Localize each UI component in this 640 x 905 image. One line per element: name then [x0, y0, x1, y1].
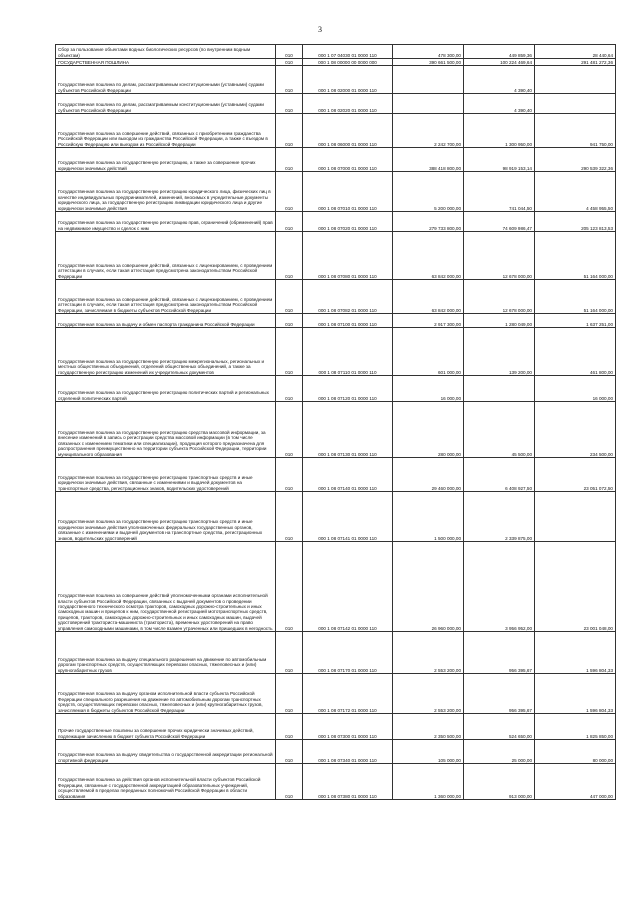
- line-code-cell: 010: [276, 740, 303, 764]
- unexecuted-amount-cell: [535, 66, 616, 94]
- income-name-cell: ГОСУДАРСТВЕННАЯ ПОШЛИНА: [56, 59, 276, 66]
- table-row: [56, 542, 616, 632]
- unexecuted-amount-cell: 205 123 813,53: [535, 212, 616, 232]
- income-name-cell: Сбор за пользование объектами водных биологических ресурсов (по внутренним водным объектам): [56, 45, 276, 59]
- income-name-cell: Государственная пошлина за государственную регистрацию политических партий и региональных отделений политических партий: [56, 376, 276, 402]
- line-code-cell: 010: [276, 376, 303, 402]
- executed-amount-cell: 741 044,50: [464, 172, 535, 212]
- executed-amount-cell: 12 678 000,00: [464, 280, 535, 314]
- unexecuted-amount-cell: 461 800,00: [535, 328, 616, 376]
- income-name-cell: Государственная пошлина за выдачу органом исполнительной власти субъекта Российской Федерации специального разрешения на движение по автомобильным дорогам транспортных средств, осуществляющих перевозки опасных, тяжеловесных и (или) крупногабаритных грузов, зачисляемая в бюджеты субъектов Российской Федерации: [56, 674, 276, 714]
- approved-amount-cell: 390 661 500,00: [393, 59, 464, 66]
- line-code-cell: 010: [276, 492, 303, 542]
- executed-amount-cell: 25 000,00: [464, 740, 535, 764]
- income-code-cell: 000 1 07 04030 01 0000 110: [303, 45, 393, 59]
- line-code-cell: 010: [276, 764, 303, 800]
- executed-amount-cell: 100 224 469,64: [464, 59, 535, 66]
- table-row: [56, 328, 616, 376]
- unexecuted-amount-cell: 51 164 000,00: [535, 232, 616, 280]
- line-code-cell: 010: [276, 172, 303, 212]
- income-code-cell: 000 1 08 07000 01 0000 110: [303, 148, 393, 172]
- approved-amount-cell: 63 842 000,00: [393, 232, 464, 280]
- executed-amount-cell: 4 390,40: [464, 94, 535, 114]
- approved-amount-cell: 105 000,00: [393, 740, 464, 764]
- unexecuted-amount-cell: 28 440,64: [535, 45, 616, 59]
- income-name-cell: Государственная пошлина за совершение действий, связанных с лицензированием, с проведением аттестации в случаях, если такая аттестация предусмотрена законодательством Российской Федерации, зачисляемая в бюджеты субъектов Российской Федерации: [56, 280, 276, 314]
- income-code-cell: 000 1 08 07020 01 0000 110: [303, 212, 393, 232]
- income-code-cell: 000 1 08 07380 01 0000 110: [303, 764, 393, 800]
- income-code-cell: 000 1 08 07140 01 0000 110: [303, 458, 393, 492]
- executed-amount-cell: 6 408 927,50: [464, 458, 535, 492]
- unexecuted-amount-cell: [535, 492, 616, 542]
- approved-amount-cell: 601 000,00: [393, 328, 464, 376]
- approved-amount-cell: 29 460 000,00: [393, 458, 464, 492]
- income-code-cell: 000 1 08 07170 01 0000 110: [303, 632, 393, 674]
- table-row: [56, 740, 616, 764]
- unexecuted-amount-cell: 4 458 955,50: [535, 172, 616, 212]
- page-number: 3: [318, 25, 322, 34]
- line-code-cell: 010: [276, 94, 303, 114]
- income-name-cell: Государственная пошлина по делам, рассматриваемым конституционными (уставными) судами субъектов Российской Федерации: [56, 94, 276, 114]
- table-row: [56, 232, 616, 280]
- table-row: [56, 94, 616, 114]
- unexecuted-amount-cell: 51 164 000,00: [535, 280, 616, 314]
- approved-amount-cell: 388 418 800,00: [393, 148, 464, 172]
- unexecuted-amount-cell: 16 000,00: [535, 376, 616, 402]
- line-code-cell: 010: [276, 212, 303, 232]
- executed-amount-cell: 98 919 153,14: [464, 148, 535, 172]
- executed-amount-cell: 913 000,00: [464, 764, 535, 800]
- table-row: [56, 402, 616, 458]
- income-code-cell: 000 1 08 00000 00 0000 000: [303, 59, 393, 66]
- executed-amount-cell: 1 300 950,00: [464, 114, 535, 148]
- approved-amount-cell: 16 000,00: [393, 376, 464, 402]
- unexecuted-amount-cell: [535, 94, 616, 114]
- income-code-cell: 000 1 08 02000 01 0000 110: [303, 66, 393, 94]
- line-code-cell: 010: [276, 402, 303, 458]
- income-code-cell: 000 1 08 07082 01 0000 110: [303, 280, 393, 314]
- table-row: [56, 172, 616, 212]
- income-name-cell: Государственная пошлина за государственную регистрацию юридического лица, физических лиц в качестве индивидуальных предпринимателей, изменений, вносимых в учредительные документы юридического лица, за государственную регистрацию ликвидации юридического лица и другие юридически значимые действия: [56, 172, 276, 212]
- income-name-cell: Государственная пошлина за совершение действий, связанных с лицензированием, с проведением аттестации в случаях, если такая аттестация предусмотрена законодательством Российской Федерации: [56, 232, 276, 280]
- income-code-cell: 000 1 08 07142 01 0000 110: [303, 542, 393, 632]
- income-code-cell: 000 1 08 07340 01 0000 110: [303, 740, 393, 764]
- approved-amount-cell: 2 553 200,00: [393, 674, 464, 714]
- income-name-cell: Прочие государственные пошлины за совершение прочих юридически значимых действий, подлежащие зачислению в бюджет субъекта Российской Федерации: [56, 714, 276, 740]
- unexecuted-amount-cell: 291 481 272,36: [535, 59, 616, 66]
- table-row: [56, 66, 616, 94]
- line-code-cell: 010: [276, 148, 303, 172]
- table-row: [56, 212, 616, 232]
- table-row: [56, 764, 616, 800]
- table-row: [56, 376, 616, 402]
- income-code-cell: 000 1 08 07300 01 0000 110: [303, 714, 393, 740]
- table-row: [56, 314, 616, 328]
- unexecuted-amount-cell: 80 000,00: [535, 740, 616, 764]
- income-code-cell: 000 1 08 07120 01 0000 110: [303, 376, 393, 402]
- approved-amount-cell: 5 200 000,00: [393, 172, 464, 212]
- line-code-cell: 010: [276, 280, 303, 314]
- income-name-cell: Государственная пошлина по делам, рассматриваемым конституционными (уставными) судами субъектов Российской Федерации: [56, 66, 276, 94]
- income-code-cell: 000 1 08 07141 01 0000 110: [303, 492, 393, 542]
- approved-amount-cell: 1 360 000,00: [393, 764, 464, 800]
- executed-amount-cell: 956 395,67: [464, 632, 535, 674]
- income-name-cell: Государственная пошлина за выдачу свидетельства о государственной аккредитации региональной спортивной федерации: [56, 740, 276, 764]
- income-code-cell: 000 1 08 07080 01 0000 110: [303, 232, 393, 280]
- line-code-cell: 010: [276, 45, 303, 59]
- unexecuted-amount-cell: 290 539 322,36: [535, 148, 616, 172]
- executed-amount-cell: 12 678 000,00: [464, 232, 535, 280]
- line-code-cell: 010: [276, 59, 303, 66]
- executed-amount-cell: 956 395,67: [464, 674, 535, 714]
- executed-amount-cell: 2 339 875,00: [464, 492, 535, 542]
- executed-amount-cell: 4 390,40: [464, 66, 535, 94]
- executed-amount-cell: 139 200,00: [464, 328, 535, 376]
- income-code-cell: 000 1 08 07100 01 0000 110: [303, 314, 393, 328]
- approved-amount-cell: 2 350 500,00: [393, 714, 464, 740]
- line-code-cell: 010: [276, 114, 303, 148]
- table-row: [56, 280, 616, 314]
- income-name-cell: Государственная пошлина за государственную регистрацию, а также за совершение прочих юридически значимых действий: [56, 148, 276, 172]
- approved-amount-cell: 478 300,00: [393, 45, 464, 59]
- line-code-cell: 010: [276, 232, 303, 280]
- approved-amount-cell: 2 917 300,00: [393, 314, 464, 328]
- line-code-cell: 010: [276, 542, 303, 632]
- approved-amount-cell: 279 733 800,00: [393, 212, 464, 232]
- approved-amount-cell: 280 000,00: [393, 402, 464, 458]
- income-name-cell: Государственная пошлина за выдачу специального разрешения на движение по автомобильным дорогам транспортных средств, осуществляющих перевозки опасных, тяжеловесных и (или) крупногабаритных грузов: [56, 632, 276, 674]
- table-row: [56, 114, 616, 148]
- approved-amount-cell: [393, 94, 464, 114]
- approved-amount-cell: 26 960 000,00: [393, 542, 464, 632]
- income-name-cell: Государственная пошлина за выдачу и обмен паспорта гражданина Российской Федерации: [56, 314, 276, 328]
- income-code-cell: 000 1 08 07130 01 0000 110: [303, 402, 393, 458]
- income-code-cell: 000 1 08 07110 01 0000 110: [303, 328, 393, 376]
- unexecuted-amount-cell: 234 500,00: [535, 402, 616, 458]
- income-code-cell: 000 1 08 07010 01 0000 110: [303, 172, 393, 212]
- approved-amount-cell: 1 500 000,00: [393, 492, 464, 542]
- income-name-cell: Государственная пошлина за государственную регистрацию прав, ограничений (обременений) прав на недвижимое имущество и сделок с ним: [56, 212, 276, 232]
- unexecuted-amount-cell: 23 001 048,00: [535, 542, 616, 632]
- income-name-cell: Государственная пошлина за государственную регистрацию транспортных средств и иные юридически значимые действия, связанные с изменениями и выдачей документов на транспортные средства, регистрационных знаков, водительских удостоверений: [56, 458, 276, 492]
- unexecuted-amount-cell: 1 596 804,33: [535, 674, 616, 714]
- table-row: [56, 458, 616, 492]
- unexecuted-amount-cell: 447 000,00: [535, 764, 616, 800]
- line-code-cell: 010: [276, 714, 303, 740]
- executed-amount-cell: 524 650,00: [464, 714, 535, 740]
- approved-amount-cell: 63 842 000,00: [393, 280, 464, 314]
- income-name-cell: Государственная пошлина за совершение действий уполномоченными органами исполнительной власти субъектов Российской Федерации, связанных с выдачей документов о проведении государственного технического осмотра тракторов, самоходных дорожно-строительных и иных самоходных машин и прицепов к ним, государственной регистрацией мототранспортных средств, прицепов, тракторов, самоходных дорожно-строительных и иных самоходных машин, выдачей удостоверений тракториста-машиниста (тракториста), временных удостоверений на право управления самоходными машинами, в том числе взамен утраченных или пришедших в негодность: [56, 542, 276, 632]
- executed-amount-cell: [464, 376, 535, 402]
- income-name-cell: Государственная пошлина за государственную регистрацию средства массовой информации, за внесение изменений в запись о регистрации средства массовой информации (в том числе связанных с изменением тематики или специализации), продукция которого предназначена для распространения преимущественно на территории субъекта Российской Федерации, территории муниципального образования: [56, 402, 276, 458]
- line-code-cell: 010: [276, 328, 303, 376]
- table-row: [56, 674, 616, 714]
- income-name-cell: Государственная пошлина за государственную регистрацию межрегиональных, региональных и местных общественных объединений, отделений общественных объединений, а также за государственную регистрацию изменений их учредительных документов: [56, 328, 276, 376]
- executed-amount-cell: 449 859,36: [464, 45, 535, 59]
- table-row: [56, 59, 616, 66]
- executed-amount-cell: 1 280 049,00: [464, 314, 535, 328]
- approved-amount-cell: 2 553 200,00: [393, 632, 464, 674]
- unexecuted-amount-cell: 1 825 850,00: [535, 714, 616, 740]
- line-code-cell: 010: [276, 674, 303, 714]
- table-row: [56, 45, 616, 59]
- unexecuted-amount-cell: 1 637 251,00: [535, 314, 616, 328]
- executed-amount-cell: 3 956 952,00: [464, 542, 535, 632]
- unexecuted-amount-cell: 1 596 804,33: [535, 632, 616, 674]
- table-row: [56, 714, 616, 740]
- line-code-cell: 010: [276, 632, 303, 674]
- table-row: [56, 492, 616, 542]
- approved-amount-cell: [393, 66, 464, 94]
- approved-amount-cell: 2 242 700,00: [393, 114, 464, 148]
- executed-amount-cell: 45 500,00: [464, 402, 535, 458]
- table-row: [56, 148, 616, 172]
- table-row: [56, 632, 616, 674]
- income-code-cell: 000 1 08 02020 01 0000 110: [303, 94, 393, 114]
- budget-income-table: [55, 44, 616, 800]
- line-code-cell: 010: [276, 66, 303, 94]
- executed-amount-cell: 74 609 986,47: [464, 212, 535, 232]
- income-code-cell: 000 1 08 07172 01 0000 110: [303, 674, 393, 714]
- income-code-cell: 000 1 08 06000 01 0000 110: [303, 114, 393, 148]
- income-name-cell: Государственная пошлина за действия органов исполнительной власти субъектов Российской Федерации, связанные с государственной аккредитацией образовательных учреждений, осуществляемой в пределах переданных полномочий Российской Федерации в области образования: [56, 764, 276, 800]
- table-body: [56, 45, 616, 800]
- income-name-cell: Государственная пошлина за государственную регистрацию транспортных средств и иные юридически значимые действия уполномоченных федеральных государственных органов, связанные с изменениями и выдачей документов на транспортные средства, регистрационных знаков, водительских удостоверений: [56, 492, 276, 542]
- unexecuted-amount-cell: 941 750,00: [535, 114, 616, 148]
- line-code-cell: 010: [276, 314, 303, 328]
- line-code-cell: 010: [276, 458, 303, 492]
- unexecuted-amount-cell: 23 051 072,50: [535, 458, 616, 492]
- income-name-cell: Государственная пошлина за совершение действий, связанных с приобретением гражданства Российской Федерации или выходом из гражданства Российской Федерации, а также с въездом в Российскую Федерацию или выездом из Российской Федерации: [56, 114, 276, 148]
